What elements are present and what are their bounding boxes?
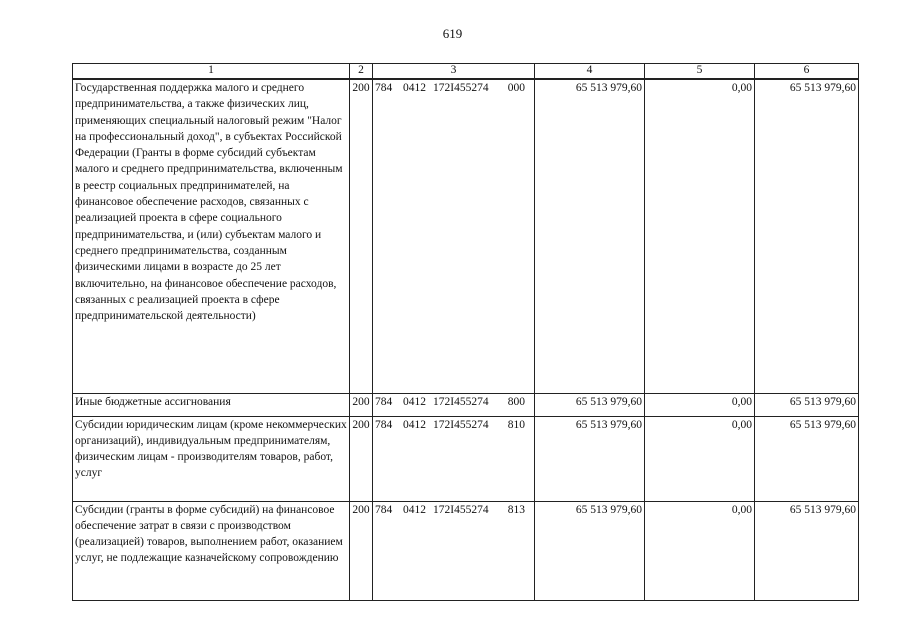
page-number: 619 (442, 26, 463, 41)
header-col-6: 6 (755, 64, 859, 80)
header-col-5: 5 (645, 64, 755, 80)
row-amount-col5: 0,00 (645, 79, 755, 393)
code-expense-type: 800 (507, 395, 525, 408)
row-amount-col4: 65 513 979,60 (535, 79, 645, 393)
row-amount-col6: 65 513 979,60 (755, 79, 859, 393)
code-target: 172I455274 (433, 503, 489, 516)
code-expense-type: 813 (507, 503, 525, 516)
code-section: 0412 (403, 503, 426, 516)
code-section: 0412 (403, 395, 426, 408)
code-section: 0412 (403, 82, 426, 94)
row-amount-col4: 65 513 979,60 (535, 416, 645, 501)
row-amount-col6: 65 513 979,60 (755, 393, 859, 416)
row-description: Субсидии (гранты в форме субсидий) на финансовое обеспечение затрат в связи с производством (реализацией) товаров, выполнением работ, оказанием услуг, не подлежащие казначейскому сопровождению (73, 501, 350, 600)
row-description: Субсидии юридическим лицам (кроме некоммерческих организаций), индивидуальным предпринимателям, физическим лицам - производителям товаров, работ, услуг (73, 416, 350, 501)
table-row (73, 393, 859, 416)
row-amount-col5: 0,00 (645, 416, 755, 501)
row-amount-col5: 0,00 (645, 393, 755, 416)
code-expense-type: 000 (507, 82, 525, 94)
header-col-1: 1 (73, 64, 350, 80)
table-row (73, 79, 859, 393)
header-col-4: 4 (535, 64, 645, 80)
code-ministry: 784 (375, 395, 393, 408)
budget-table (72, 63, 859, 601)
row-description: Иные бюджетные ассигнования (73, 393, 350, 416)
code-target: 172I455274 (433, 82, 489, 94)
row-amount-col4: 65 513 979,60 (535, 393, 645, 416)
code-ministry: 784 (375, 82, 393, 94)
code-target: 172I455274 (433, 395, 489, 408)
row-amount-col6: 65 513 979,60 (755, 416, 859, 501)
code-section: 0412 (403, 418, 426, 431)
row-budget-code (373, 501, 535, 600)
row-budget-code (373, 79, 535, 393)
code-ministry: 784 (375, 503, 393, 516)
header-col-3: 3 (373, 64, 535, 80)
row-grbs: 200 (350, 501, 373, 600)
row-amount-col6: 65 513 979,60 (755, 501, 859, 600)
code-ministry: 784 (375, 418, 393, 431)
row-amount-col4: 65 513 979,60 (535, 501, 645, 600)
code-expense-type: 810 (507, 418, 525, 431)
row-budget-code (373, 393, 535, 416)
code-target: 172I455274 (433, 418, 489, 431)
row-grbs: 200 (350, 79, 373, 393)
row-grbs: 200 (350, 416, 373, 501)
table-header-row (73, 64, 859, 80)
row-amount-col5: 0,00 (645, 501, 755, 600)
header-col-2: 2 (350, 64, 373, 80)
row-budget-code (373, 416, 535, 501)
row-grbs: 200 (350, 393, 373, 416)
row-description: Государственная поддержка малого и среднего предпринимательства, а также физических лиц, применяющих специальный налоговый режим "Налог на профессиональный доход", в субъектах Российской Федерации (Гранты в форме субсидий субъектам малого и среднего предпринимательства, включенным в реестр социальных предпринимателей, на финансовое обеспечение расходов, связанных с реализацией проекта в сфере социального предпринимательства, и (или) субъектам малого и среднего предпринимательства, созданным физическими лицами в возрасте до 25 лет включительно, на финансовое обеспечение расходов, связанных с реализацией проекта в сфере предпринимательской деятельности) (73, 79, 350, 393)
table-row (73, 416, 859, 501)
table-row (73, 501, 859, 600)
